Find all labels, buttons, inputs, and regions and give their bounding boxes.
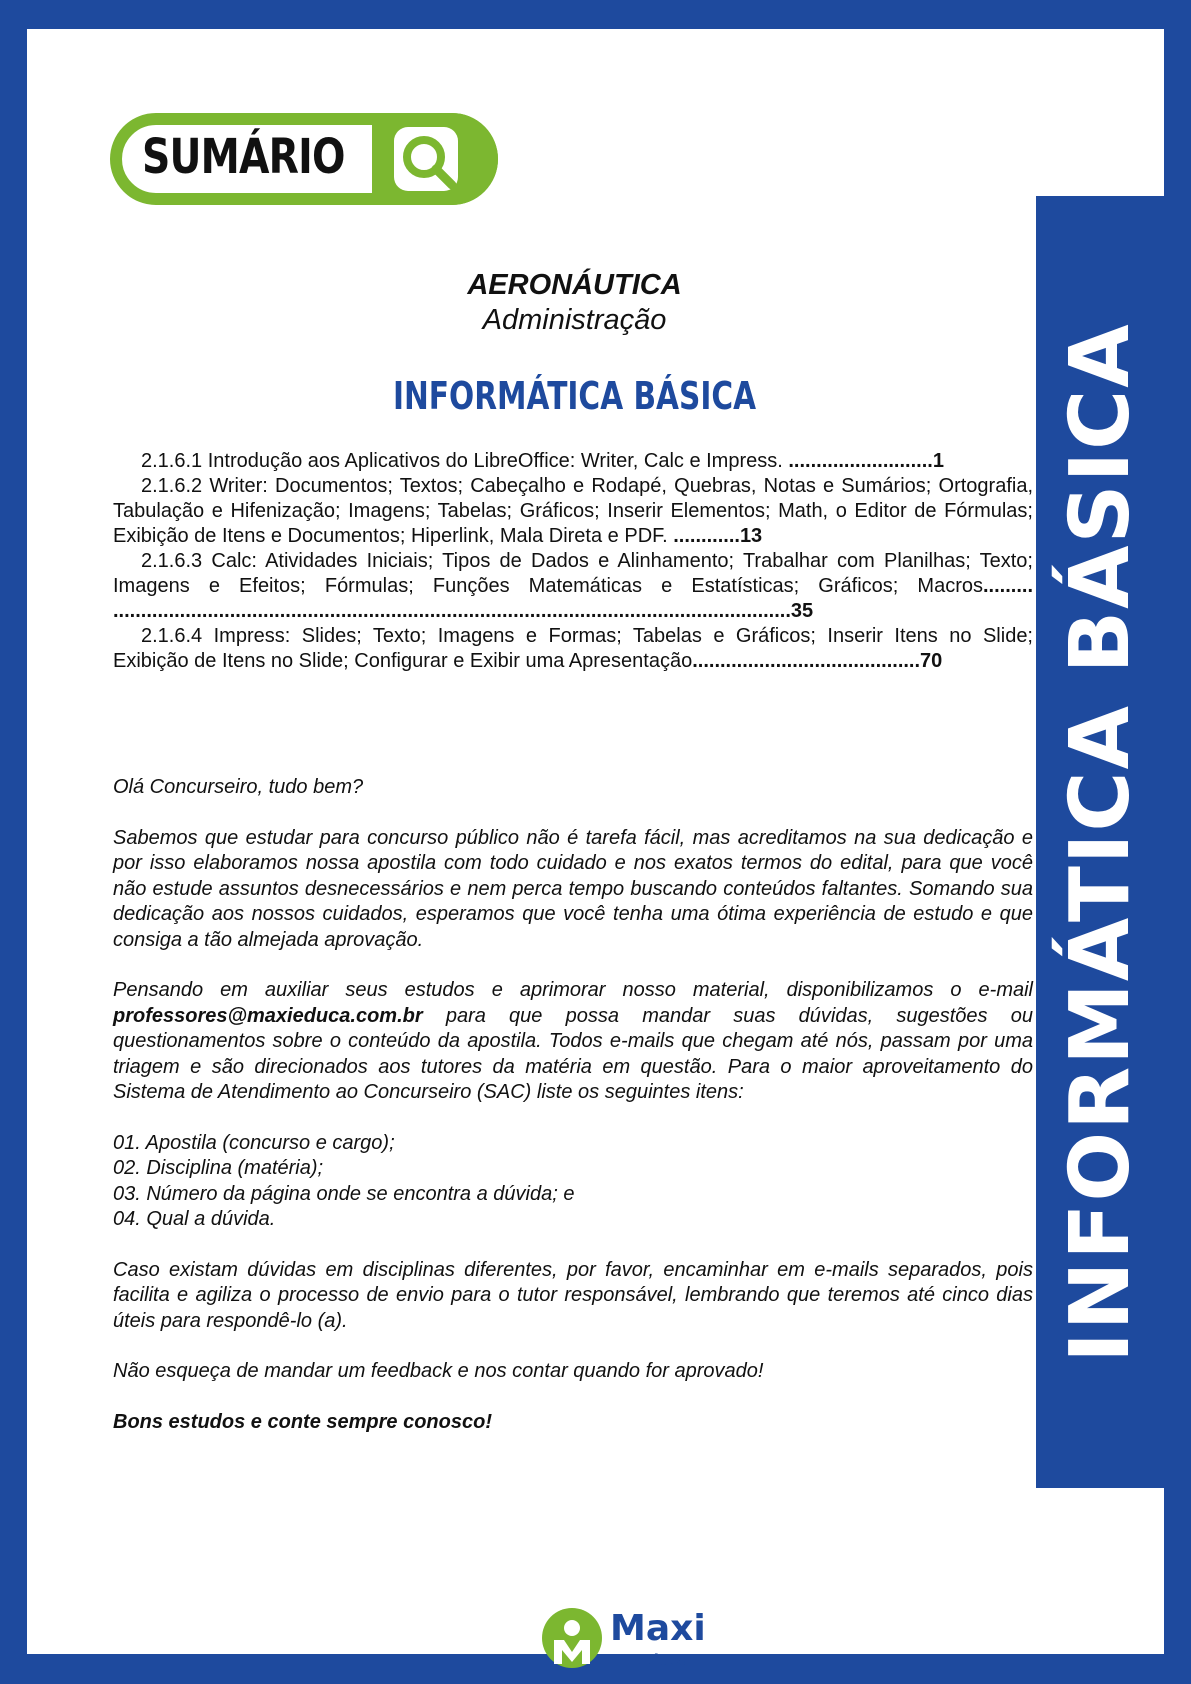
side-band-text: INFORMÁTICA BÁSICA [1052,321,1148,1363]
paragraph: Pensando em auxiliar seus estudos e aprimorar nosso material, disponibilizamos o e-mail professores@maxieduca.com.br para que possa mandar suas dúvidas, sugestões ou questionamentos sobre o conteúdo da apostila. Todos e-mails que chegam até nós, passam por uma triagem e são direcionados aos tutores da matéria em questão. Para o maior aproveitamento do Sistema de Atendimento ao Concurseiro (SAC) liste os seguintes itens: [113,979,1033,1103]
toc-entry[interactable]: 2.1.6.2 Writer: Documentos; Textos; Cabeçalho e Rodapé, Quebras, Notas e Sumários; Ortografia, Tabulação e Hifenização; Imagens; Tabelas; Gráficos; Inserir Elementos; Math, o Editor de Fórmulas; Exibição de Itens e Documentos; Hiperlink, Mala Direta e PDF. ............13 [113,475,1033,547]
toc-page-number: 1 [932,450,944,472]
email-link[interactable]: professores@maxieduca.com.br [113,1004,423,1027]
paragraph: Sabemos que estudar para concurso público não é tarefa fácil, mas acreditamos na sua dedicação e por isso elaboramos nossa apostila com todo cuidado e nos exatos termos do edital, para que você não estude assuntos desnecessários e nem perca tempo buscando conteúdos faltantes. Somando sua dedicação aos nossos cuidados, esperamos que você tenha uma ótima experiência de estudo e que consiga a tão almejada aprovação. [113,826,1033,951]
table-of-contents [113,449,1033,674]
sac-items-list [113,1131,1033,1233]
logo-text: SUMÁRIO [142,129,345,185]
toc-entry[interactable]: 2.1.6.3 Calc: Atividades Iniciais; Tipos de Dados e Alinhamento; Trabalhar com Planilhas; Texto; Imagens e Efeitos; Fórmulas; Funções Matemáticas e Estatísticas; Gráficos; Macros......... ..........................................................................................................................35 [113,550,1033,622]
brand-name: Maxi [610,1608,706,1649]
paragraph: Caso existam dúvidas em disciplinas diferentes, por favor, encaminhar em e-mails separados, pois facilita e agiliza o processo de envio para o tutor responsável, lembrando que teremos até cinco dias úteis para respondê-lo (a). [113,1258,1033,1332]
toc-page-number: 35 [790,600,814,622]
closing: Bons estudos e conte sempre conosco! [113,1410,492,1433]
maxi-person-icon [540,1606,606,1672]
subject-heading: INFORMÁTICA BÁSICA [392,374,757,418]
list-item: 04. Qual a dúvida. [113,1208,276,1230]
list-item: 02. Disciplina (matéria); [113,1157,324,1179]
greeting: Olá Concurseiro, tudo bem? [113,776,364,798]
sumario-logo [84,87,504,205]
toc-entry[interactable]: 2.1.6.4 Impress: Slides; Texto; Imagens e Formas; Tabelas e Gráficos; Inserir Itens no Slide; Exibição de Itens no Slide; Configurar e Exibir uma Apresentação.........................................70 [113,625,1033,672]
brand-sub: educa [638,1651,689,1669]
list-item: 01. Apostila (concurso e cargo); [113,1131,395,1154]
magnifier-icon [372,113,498,205]
maxi-educa-logo [540,1606,710,1672]
page-subtitle: Administração [482,304,667,336]
toc-page-number: 70 [920,650,943,672]
toc-page-number: 13 [739,525,763,547]
header [27,269,1122,337]
list-item: 03. Número da página onde se encontra a dúvida; e [113,1182,575,1205]
welcome-letter [113,775,1033,1460]
page [27,29,1164,1669]
page-title: AERONÁUTICA [467,269,682,301]
paragraph: Não esqueça de mandar um feedback e nos contar quando for aprovado! [113,1360,764,1382]
side-band [1036,196,1164,1488]
toc-entry[interactable]: 2.1.6.1 Introdução aos Aplicativos do LibreOffice: Writer, Calc e Impress. ..........................1 [141,450,944,472]
